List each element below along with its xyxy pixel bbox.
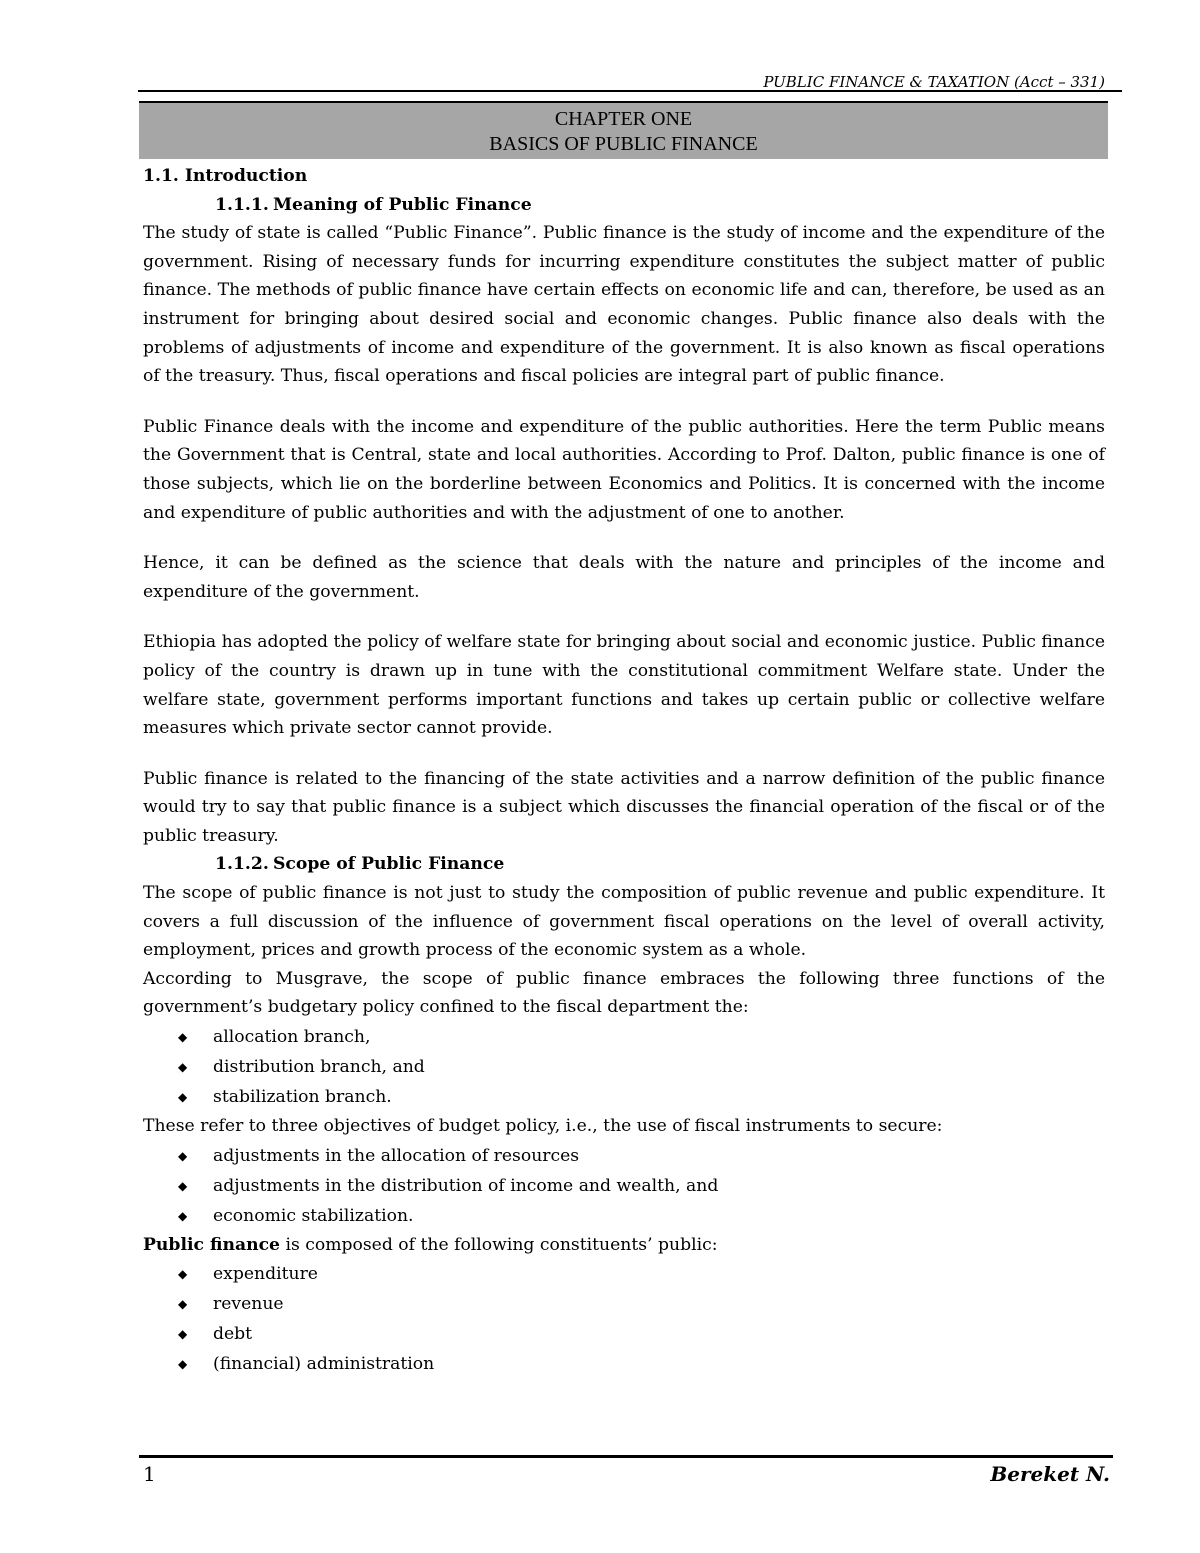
paragraph: These refer to three objectives of budget policy, i.e., the use of fiscal instruments to secure: xyxy=(143,1116,943,1137)
subsection-title: Scope of Public Finance xyxy=(273,854,505,875)
chapter-title-box xyxy=(139,101,1108,159)
page-number: 1 xyxy=(143,1462,156,1486)
list-item: ◆ stabilization branch. xyxy=(178,1082,1105,1112)
subsection-heading-scope xyxy=(143,850,1105,879)
footer-rule xyxy=(139,1455,1113,1458)
running-title: PUBLIC FINANCE & TAXATION (Acct – 331) xyxy=(763,73,1105,91)
subsection-heading-meaning xyxy=(143,191,1105,220)
diamond-bullet-icon: ◆ xyxy=(178,1148,188,1163)
paragraph: Public finance is related to the financing of the state activities and a narrow definition of the public finance would try to say that public finance is a subject which discusses the financial operation of the fiscal or of the public treasury. xyxy=(143,768,1105,846)
diamond-bullet-icon: ◆ xyxy=(178,1297,188,1312)
list-item: ◆ allocation branch, xyxy=(178,1022,1105,1052)
diamond-bullet-icon: ◆ xyxy=(178,1090,188,1105)
diamond-bullet-icon: ◆ xyxy=(178,1030,188,1045)
diamond-bullet-icon: ◆ xyxy=(178,1178,188,1193)
running-header xyxy=(138,74,1122,92)
branches-list xyxy=(143,1022,1105,1112)
paragraph: Public Finance deals with the income and expenditure of the public authorities. Here the term Public means the Government that is Central, state and local authorities. According to Prof. Dalton, public finance is one of those subjects, which lie on the borderline between Economics and Politics. It is concerned with the income and expenditure of public authorities and with the adjustment of one to another. xyxy=(143,416,1105,523)
list-item: ◆ adjustments in the distribution of income and wealth, and xyxy=(178,1171,1105,1201)
list-item: ◆ adjustments in the allocation of resources xyxy=(178,1141,1105,1171)
paragraph: According to Musgrave, the scope of public finance embraces the following three functions of the government’s budgetary policy confined to the fiscal department the: xyxy=(143,968,1105,1018)
diamond-bullet-icon: ◆ xyxy=(178,1267,188,1282)
list-item: ◆ debt xyxy=(178,1319,1105,1349)
document-body xyxy=(143,162,1105,1379)
bold-term: Public finance xyxy=(143,1234,280,1255)
diamond-bullet-icon: ◆ xyxy=(178,1327,188,1342)
chapter-title: BASICS OF PUBLIC FINANCE xyxy=(489,133,758,155)
list-item: ◆ distribution branch, and xyxy=(178,1052,1105,1082)
list-item: ◆ (financial) administration xyxy=(178,1349,1105,1379)
paragraph: Ethiopia has adopted the policy of welfare state for bringing about social and economic justice. Public finance policy of the country is drawn up in tune with the constitutional commitment Welfare state. Under the welfare state, government performs important functions and takes up certain public or collective welfare measures which private sector cannot provide. xyxy=(143,632,1105,739)
list-item: ◆ expenditure xyxy=(178,1259,1105,1289)
list-item: ◆ revenue xyxy=(178,1289,1105,1319)
paragraph: Hence, it can be defined as the science that deals with the nature and principles of the income and expenditure of the government. xyxy=(143,553,1105,602)
objectives-list xyxy=(143,1141,1105,1231)
chapter-number: CHAPTER ONE xyxy=(554,108,693,130)
paragraph: The scope of public finance is not just to study the composition of public revenue and public expenditure. It covers a full discussion of the influence of government fiscal operations on the level of overall activity, employment, prices and growth process of the economic system as a whole. xyxy=(143,883,1105,961)
diamond-bullet-icon: ◆ xyxy=(178,1208,188,1223)
subsection-title: Meaning of Public Finance xyxy=(273,194,532,215)
diamond-bullet-icon: ◆ xyxy=(178,1357,188,1372)
paragraph: The study of state is called “Public Finance”. Public finance is the study of income and the expenditure of the government. Rising of necessary funds for incurring expenditure constitutes the subject matter of public finance. The methods of public finance have certain effects on economic life and can, therefore, be used as an instrument for bringing about desired social and economic changes. Public finance also deals with the problems of adjustments of income and expenditure of the government. It is also known as fiscal operations of the treasury. Thus, fiscal operations and fiscal policies are integral part of public finance. xyxy=(143,223,1105,387)
subsection-number: 1.1.2. xyxy=(215,854,269,875)
author-name: Bereket N. xyxy=(990,1462,1110,1486)
subsection-number: 1.1.1. xyxy=(215,194,269,215)
diamond-bullet-icon: ◆ xyxy=(178,1060,188,1075)
list-item: ◆ economic stabilization. xyxy=(178,1201,1105,1231)
constituents-list xyxy=(143,1259,1105,1379)
section-heading-introduction: 1.1. Introduction xyxy=(143,166,308,186)
paragraph: Public finance is composed of the following constituents’ public: xyxy=(143,1234,718,1255)
